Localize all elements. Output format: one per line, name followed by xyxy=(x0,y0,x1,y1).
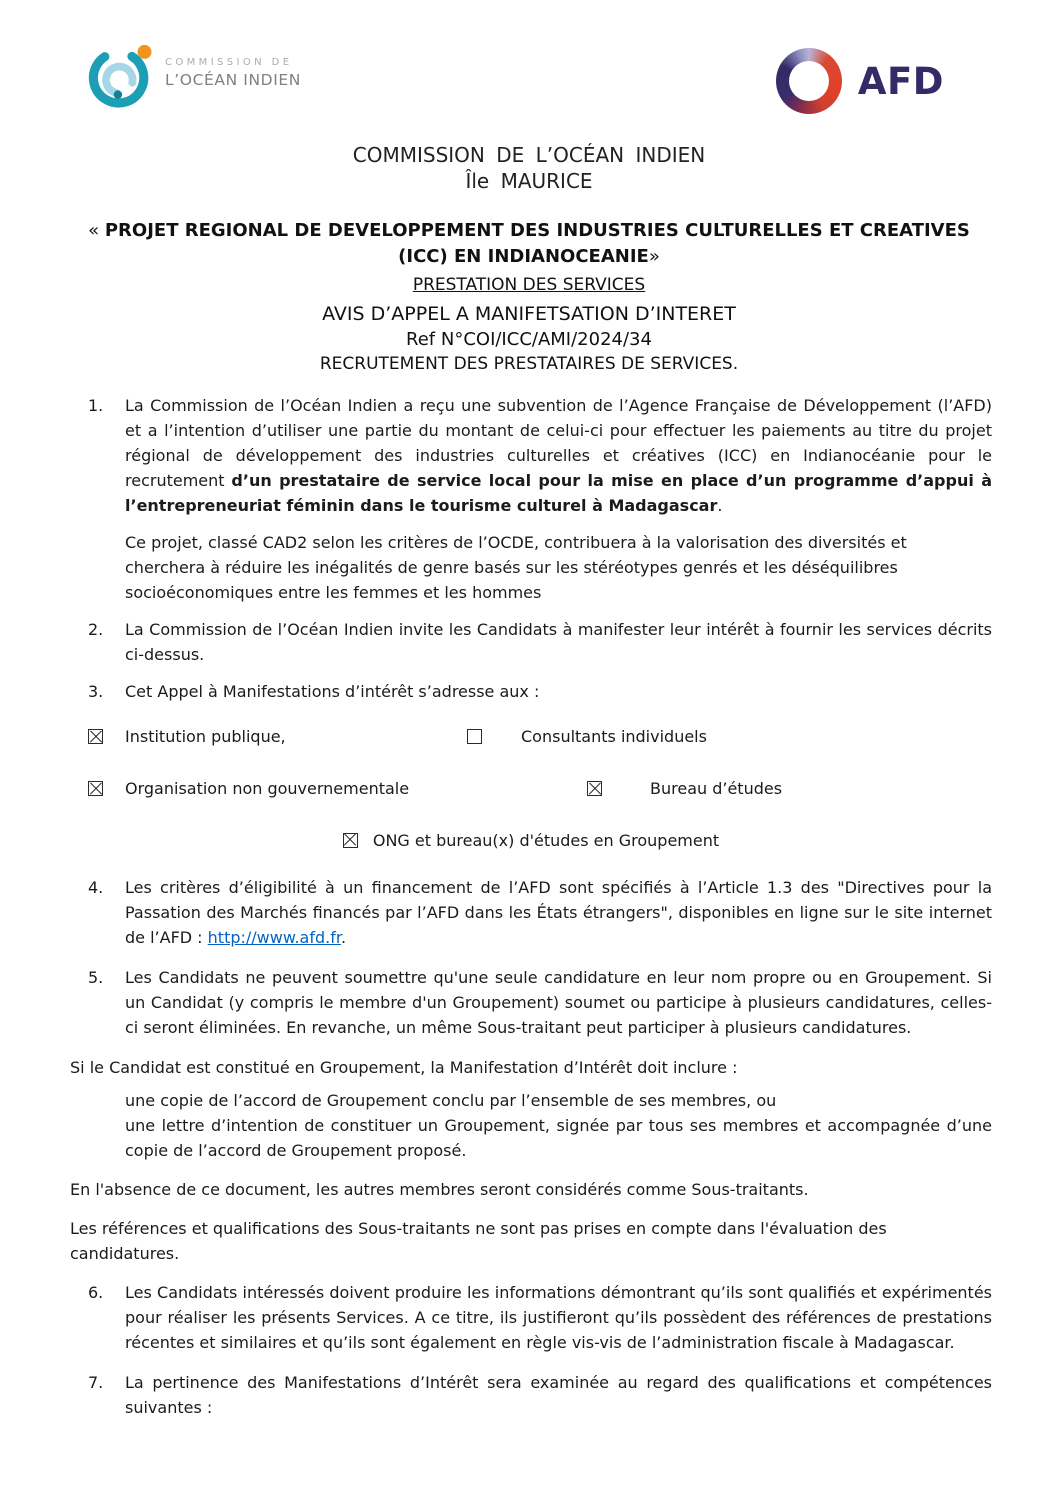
paragraph-absence-document: En l'absence de ce document, les autres membres seront considérés comme Sous-traitants. xyxy=(70,1180,809,1199)
coi-swirl-icon xyxy=(84,40,156,110)
project-title xyxy=(69,218,989,270)
list-item-3 xyxy=(70,679,992,704)
list-item-4-number: 4. xyxy=(88,878,104,897)
checkbox-label-institution-publique: Institution publique, xyxy=(125,727,286,746)
checkbox-label-consultants-individuels: Consultants individuels xyxy=(521,727,707,746)
avis-title: AVIS D’APPEL A MANIFETSATION D’INTERET xyxy=(322,303,736,325)
checkbox-row-3 xyxy=(70,827,992,853)
list-item-4 xyxy=(70,875,992,950)
checkbox-consultants-individuels xyxy=(467,729,482,744)
list-item-2-number: 2. xyxy=(88,620,104,639)
checkbox-ong-groupement xyxy=(343,833,358,848)
list-item-5 xyxy=(70,965,992,1040)
list-item-7-number: 7. xyxy=(88,1373,104,1392)
list-item-6-number: 6. xyxy=(88,1283,104,1302)
header-logos xyxy=(0,0,1058,122)
ref-number: Ref N°COI/ICC/AMI/2024/34 xyxy=(406,329,652,350)
list-item-1 xyxy=(70,393,992,518)
coi-logo-line1: COMMISSION DE xyxy=(165,57,293,68)
afd-logo-text: AFD xyxy=(857,59,944,103)
list-item-5-text: Les Candidats ne peuvent soumettre qu'une seule candidature en leur nom propre ou en Groupement. Si un Candidat (y compris le membre d'un Groupement) soumet ou participe à plusieurs candidatures, celles-ci seront éliminées. En revanche, un même Sous-traitant peut participer à plusieurs candidatures. xyxy=(125,968,992,1037)
coi-logo xyxy=(84,40,301,110)
org-name: COMMISSION DE L’OCÉAN INDIEN xyxy=(352,143,706,167)
afd-ring-icon xyxy=(776,48,842,114)
list-item-3-text: Cet Appel à Manifestations d’intérêt s’adresse aux : xyxy=(125,682,540,701)
list-item-1-number: 1. xyxy=(88,396,104,415)
checkbox-row-2 xyxy=(70,776,992,802)
list-item-7 xyxy=(70,1370,992,1420)
open-quote: « xyxy=(88,220,105,241)
org-title-block xyxy=(0,142,1058,194)
list-item-3-number: 3. xyxy=(88,682,104,701)
project-title-text: PROJET REGIONAL DE DEVELOPPEMENT DES INDUSTRIES CULTURELLES ET CREATIVES (ICC) EN INDIANOCEANIE xyxy=(104,220,970,267)
checkbox-label-ong-groupement: ONG et bureau(x) d'études en Groupement xyxy=(372,830,720,850)
paragraph-cad2: Ce projet, classé CAD2 selon les critères de l’OCDE, contribuera à la valorisation des diversités et cherchera à réduire les inégalités de genre basés sur les stéréotypes genrés et les déséquilibres socioéconomiques entre les femmes et les hommes xyxy=(125,533,907,602)
checkbox-institution-publique xyxy=(88,729,103,744)
coi-logo-text xyxy=(165,40,301,89)
paragraph-copie-accord: une copie de l’accord de Groupement conclu par l’ensemble de ses membres, ou xyxy=(125,1091,777,1110)
checkbox-bureau-etudes xyxy=(587,781,602,796)
checkbox-organisation-non-gouvernementale xyxy=(88,781,103,796)
list-item-1-text xyxy=(125,393,992,518)
list-item-6 xyxy=(70,1280,992,1355)
list-item-2-text: La Commission de l’Océan Indien invite les Candidats à manifester leur intérêt à fournir les services décrits ci-dessus. xyxy=(125,620,992,664)
list-item-1-bold: d’un prestataire de service local pour la mise en place d’un programme d’appui à l’entrepreneuriat féminin dans le tourisme culturel à Madagascar xyxy=(125,471,992,515)
list-item-1-pre: La Commission de l’Océan Indien a reçu une subvention de l’Agence Française de Développement (l’AFD) et a l’intention d’utiliser une partie du montant de celui-ci pour effectuer les paiements au titre du projet régional de développement des industries culturelles et créatives (ICC) en Indianocéanie pour le recrutement xyxy=(125,396,992,490)
list-item-4-text xyxy=(125,875,992,950)
list-item-5-number: 5. xyxy=(88,968,104,987)
paragraph-groupement-intro: Si le Candidat est constitué en Groupement, la Manifestation d’Intérêt doit inclure : xyxy=(70,1058,738,1077)
paragraph-references-sous-traitants: Les références et qualifications des Sous-traitants ne sont pas prises en compte dans l'évaluation des candidatures. xyxy=(70,1219,887,1263)
prestation-title: PRESTATION DES SERVICES xyxy=(412,275,646,295)
list-item-4-post: . xyxy=(340,928,347,947)
org-location: Île MAURICE xyxy=(465,169,593,193)
paragraph-lettre-intention: une lettre d’intention de constituer un Groupement, signée par tous ses membres et accompagnée d’une copie de l’accord de Groupement proposé. xyxy=(125,1116,992,1160)
list-item-7-text: La pertinence des Manifestations d’Intérêt sera examinée au regard des qualifications et compétences suivantes : xyxy=(125,1373,992,1417)
list-item-2 xyxy=(70,617,992,667)
list-item-4-pre: Les critères d’éligibilité à un financement de l’AFD sont spécifiés à l’Article 1.3 des "Directives pour la Passation des Marchés financés par l’AFD dans les États étrangers", disponibles en ligne sur le site internet de l’AFD : xyxy=(125,878,992,947)
close-quote: » xyxy=(648,246,660,267)
subject-block xyxy=(0,218,1058,377)
coi-logo-line2: L’OCÉAN INDIEN xyxy=(165,71,301,89)
list-item-1-post: . xyxy=(717,496,723,515)
document-body xyxy=(0,377,1058,1420)
checkbox-row-1 xyxy=(70,724,992,750)
list-item-6-text: Les Candidats intéressés doivent produire les informations démontrant qu’ils sont qualifiés et expérimentés pour réaliser les présents Services. A ce titre, ils justifieront qu’ils possèdent des références de prestations récentes et similaires et qu’ils sont également en règle vis-vis de l’administration fiscale à Madagascar. xyxy=(125,1283,992,1352)
checkbox-label-bureau-etudes: Bureau d’études xyxy=(650,779,783,798)
recrutement-title: RECRUTEMENT DES PRESTATAIRES DE SERVICES. xyxy=(319,354,739,374)
afd-website-link[interactable]: http://www.afd.fr xyxy=(207,928,341,947)
afd-logo xyxy=(776,48,944,114)
checkbox-label-organisation-non-gouvernementale: Organisation non gouvernementale xyxy=(125,779,410,798)
